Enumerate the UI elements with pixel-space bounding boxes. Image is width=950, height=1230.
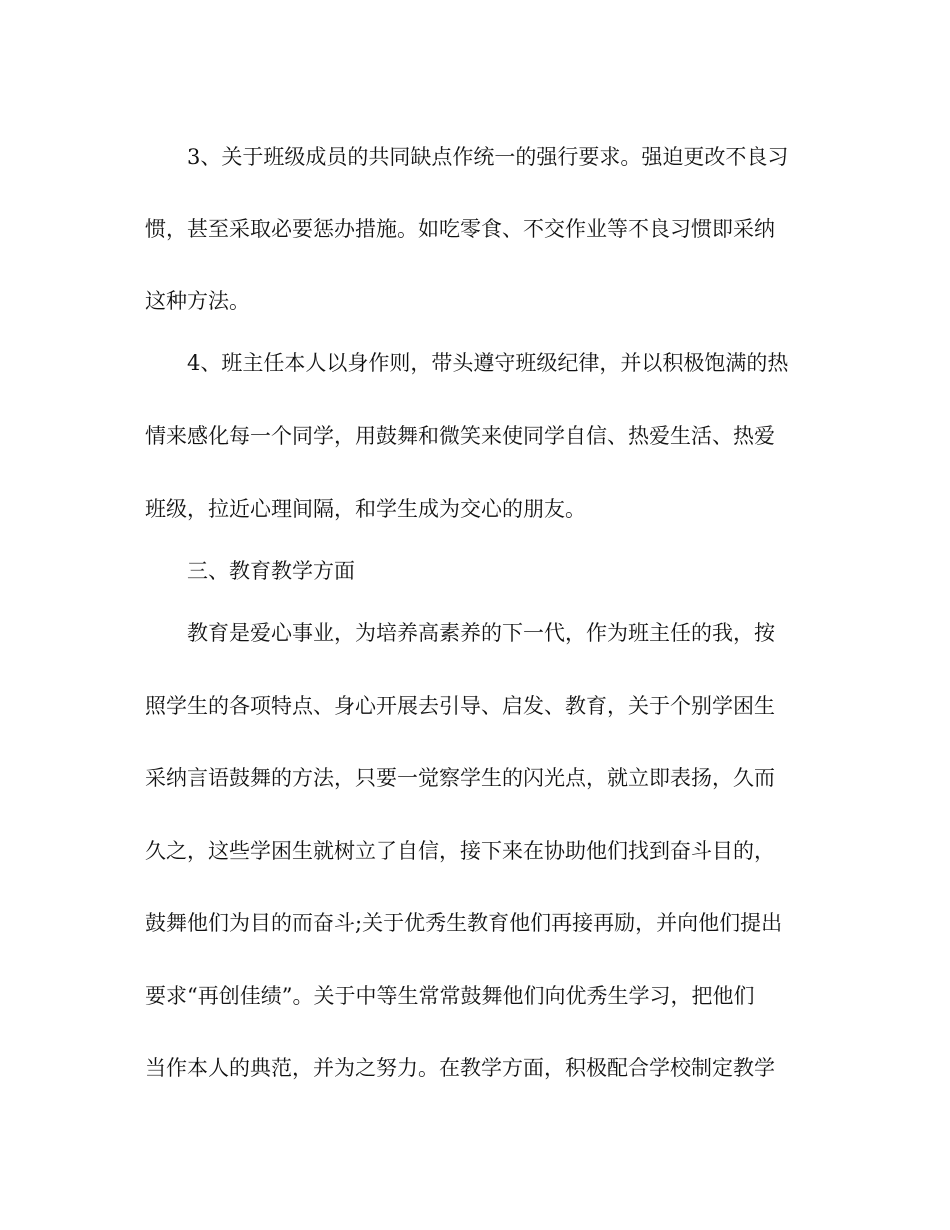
- paragraph-5-line-2: 照学生的各项特点、身心开展去引导、启发、教育，关于个别学困生: [145, 694, 775, 718]
- paragraph-5-line-4: 久之，这些学困生就树立了自信，接下来在协助他们找到奋斗目的，: [145, 839, 775, 863]
- paragraph-3-line-2: 惯，甚至采取必要惩办措施。如吃零食、不交作业等不良习惯即采纳: [145, 217, 775, 241]
- paragraph-5-line-6: 要求“再创佳绩”。关于中等生常常鼓舞他们向优秀生学习，把他们: [145, 984, 755, 1008]
- section-heading: 三、教育教学方面: [187, 559, 355, 583]
- paragraph-5-line-7: 当作本人的典范，并为之努力。在教学方面，积极配合学校制定教学: [145, 1056, 775, 1080]
- paragraph-5-line-1: 教育是爱心事业，为培养高素养的下一代，作为班主任的我，按: [187, 621, 775, 645]
- paragraph-5-line-3: 采纳言语鼓舞的方法，只要一觉察学生的闪光点，就立即表扬，久而: [145, 766, 775, 790]
- paragraph-3-line-3: 这种方法。: [145, 289, 250, 313]
- paragraph-4-line-3: 班级，拉近心理间隔，和学生成为交心的朋友。: [145, 497, 586, 521]
- paragraph-3-line-1: 3、关于班级成员的共同缺点作统一的强行要求。强迫更改不良习: [187, 145, 789, 169]
- paragraph-4-line-2: 情来感化每一个同学，用鼓舞和微笑来使同学自信、热爱生活、热爱: [145, 424, 775, 448]
- paragraph-5-line-5: 鼓舞他们为目的而奋斗;关于优秀生教育他们再接再励，并向他们提出: [145, 911, 783, 935]
- paragraph-4-line-1: 4、班主任本人以身作则，带头遵守班级纪律，并以积极饱满的热: [187, 351, 789, 375]
